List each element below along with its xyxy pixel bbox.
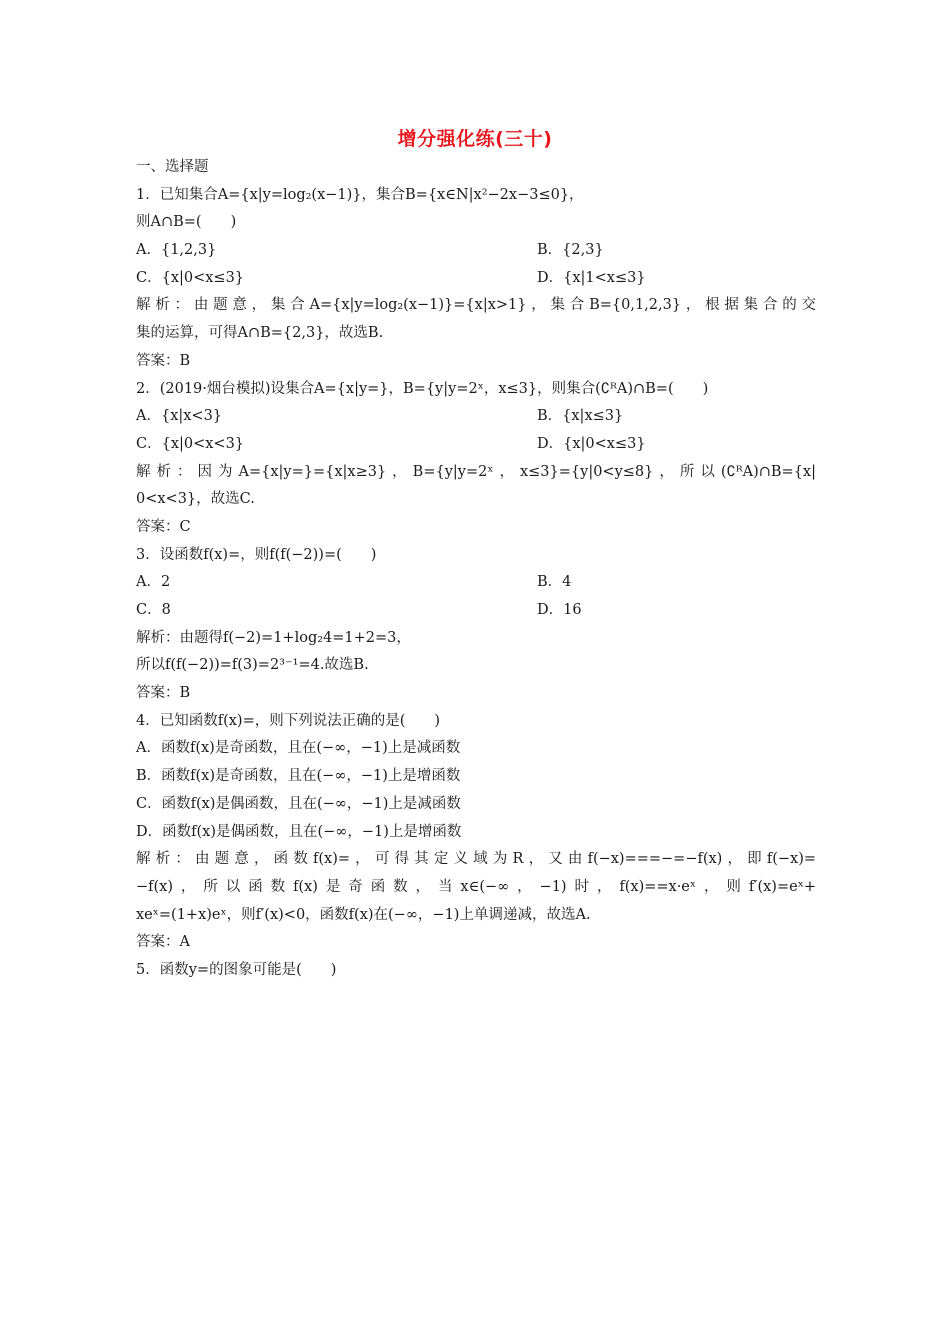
q1-option-d: D．{x|1<x≤3} [537,269,646,286]
q1-analysis-line-2: 集的运算，可得A∩B={2,3}，故选B. [136,325,384,342]
q2-option-c: C．{x|0<x<3} [136,435,245,452]
page-title: 增分强化练(三十) [397,128,553,150]
q1-stem-line-1: 1．已知集合A={x|y=log₂(x−1)}，集合B={x∈N|x²−2x−3≤0}， [136,186,584,203]
q2-analysis-line-1: 解析：因为A={x|y=}={x|x≥3}，B={y|y=2ˣ，x≤3}={y|0<y≤8}，所以(∁ᴿA)∩B={x| [136,463,816,480]
document-body [136,154,816,985]
q2-option-a: A．{x|x<3} [136,408,223,425]
q3-options-row-2 [136,597,816,625]
q2-options-row-1 [136,403,816,431]
q3-answer: 答案：B [136,685,191,702]
q4-answer: 答案：A [136,934,190,951]
q2-options-row-2 [136,431,816,459]
q1-option-a: A．{1,2,3} [136,242,217,259]
q1-analysis-line-1: 解析：由题意，集合A={x|y=log₂(x−1)}={x|x>1}，集合B={0,1,2,3}，根据集合的交 [136,297,816,314]
q4-option-b: B．函数f(x)是奇函数，且在(−∞，−1)上是增函数 [136,768,461,785]
q3-option-b: B．4 [537,574,572,591]
q1-answer: 答案：B [136,352,191,369]
q2-answer: 答案：C [136,518,191,535]
q4-analysis-line-3: xeˣ=(1+x)eˣ，则f′(x)<0，函数f(x)在(−∞，−1)上单调递减，故选A. [136,906,591,923]
q3-analysis-line-2: 所以f(f(−2))=f(3)=2³⁻¹=4.故选B. [136,657,369,674]
section-heading: 一、选择题 [136,159,209,175]
q4-option-a: A．函数f(x)是奇函数，且在(−∞，−1)上是减函数 [136,740,461,757]
q3-option-c: C．8 [136,602,171,618]
q2-option-b: B．{x|x≤3} [537,408,624,425]
q4-option-c: C．函数f(x)是偶函数，且在(−∞，−1)上是减函数 [136,795,461,812]
q2-analysis-line-2: 0<x<3}，故选C. [136,491,255,508]
q5-stem: 5．函数y=的图象可能是( ) [136,961,337,978]
q2-option-d: D．{x|0<x≤3} [537,435,646,452]
q4-option-d: D．函数f(x)是偶函数，且在(−∞，−1)上是增函数 [136,823,462,840]
q3-options-row-1 [136,569,816,597]
q3-option-a: A．2 [136,574,171,591]
q1-stem-line-2: 则A∩B=( ) [136,214,237,231]
q1-options-row-2 [136,265,816,293]
q3-option-d: D．16 [537,602,582,618]
q1-options-row-1 [136,237,816,265]
q1-option-c: C．{x|0<x≤3} [136,269,245,286]
q4-analysis-line-1: 解析：由题意，函数f(x)=，可得其定义域为R，又由f(−x)===−=−f(x)，即f(−x)= [136,851,816,868]
q1-option-b: B．{2,3} [537,242,604,259]
q2-stem: 2．(2019·烟台模拟)设集合A={x|y=}，B={y|y=2ˣ，x≤3}，则集合(∁ᴿA)∩B=( ) [136,380,709,397]
q3-analysis-line-1: 解析：由题得f(−2)=1+log₂4=1+2=3， [136,629,411,646]
q4-analysis-line-2: −f(x)，所以函数f(x)是奇函数，当x∈(−∞，−1)时，f(x)==x·eˣ，则f′(x)=eˣ+ [136,878,816,895]
q4-stem: 4．已知函数f(x)=，则下列说法正确的是( ) [136,712,441,729]
q3-stem: 3．设函数f(x)=，则f(f(−2))=( ) [136,546,377,563]
